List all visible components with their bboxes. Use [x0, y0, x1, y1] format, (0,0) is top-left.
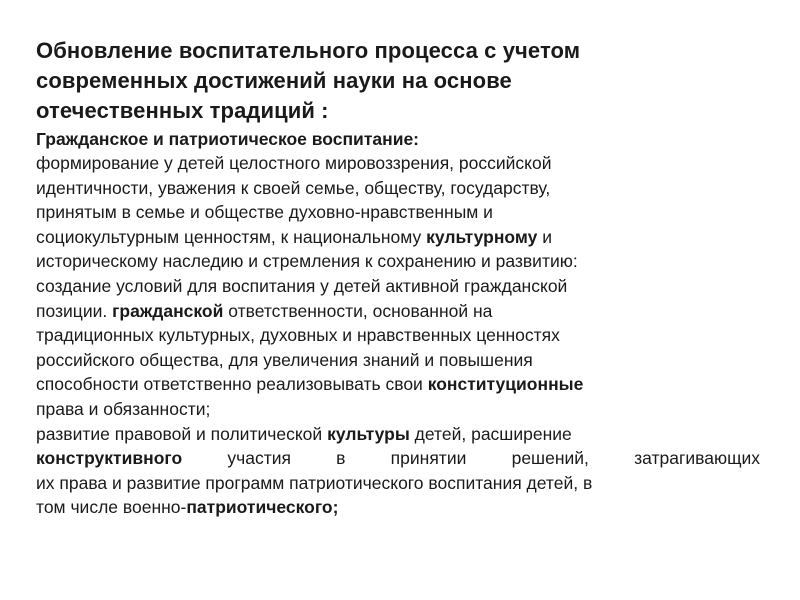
body-text-segment: социокультурным ценностям, к национальному: [36, 226, 427, 247]
body-text-segment: способности ответственно реализовывать свои: [36, 374, 428, 395]
body-text-segment: том числе военно-: [36, 497, 187, 518]
body-line: [36, 372, 760, 397]
body-line: традиционных культурных, духовных и нравственных ценностях: [36, 325, 560, 346]
body-line: принятым в семье и обществе духовно-нравственным и: [36, 202, 493, 223]
body-line: [36, 225, 760, 250]
title-line-1: Обновление воспитательного процесса с учетом: [36, 38, 581, 63]
slide-title: [36, 36, 760, 126]
body-text-segment: развитие правовой и политической: [36, 423, 328, 444]
body-line: российского общества, для увеличения знаний и повышения: [36, 349, 533, 370]
body-text-segment: позиции.: [36, 300, 113, 321]
bold-term-culture: культуры: [327, 423, 410, 444]
body-text-segment: участия в принятии решений, затрагивающих: [182, 448, 760, 469]
bold-term-patriotic: патриотического;: [186, 497, 339, 518]
bold-term-constitutional: конституционные: [427, 374, 584, 395]
body-line: [36, 422, 760, 447]
body-line: создание условий для воспитания у детей активной гражданской: [36, 275, 568, 296]
body-text-segment: ответственности, основанной на: [223, 300, 493, 321]
title-line-2: современных достижений науки на основе: [36, 68, 512, 93]
body-line-justified: [36, 446, 760, 471]
body-text-segment: и: [537, 226, 552, 247]
body-line: их права и развитие программ патриотического воспитания детей, в: [36, 472, 593, 493]
section-heading: Гражданское и патриотическое воспитание:: [36, 129, 420, 149]
bold-term-constructive: конструктивного: [36, 448, 183, 469]
body-line: историческому наследию и стремления к сохранению и развитию:: [36, 251, 578, 272]
bold-term-cultural: культурному: [426, 226, 538, 247]
body-line: [36, 299, 760, 324]
body-line: формирование у детей целостного мировоззрения, российской: [36, 153, 552, 173]
body-text: [36, 151, 760, 520]
bold-term-civic: гражданской: [112, 300, 224, 321]
title-line-3: отечественных традиций :: [36, 98, 329, 123]
body-line: идентичности, уважения к своей семье, обществу, государству,: [36, 177, 551, 198]
body-line: [36, 495, 760, 520]
body-text-segment: детей, расширение: [409, 423, 572, 444]
body-line: права и обязанности;: [36, 398, 211, 419]
